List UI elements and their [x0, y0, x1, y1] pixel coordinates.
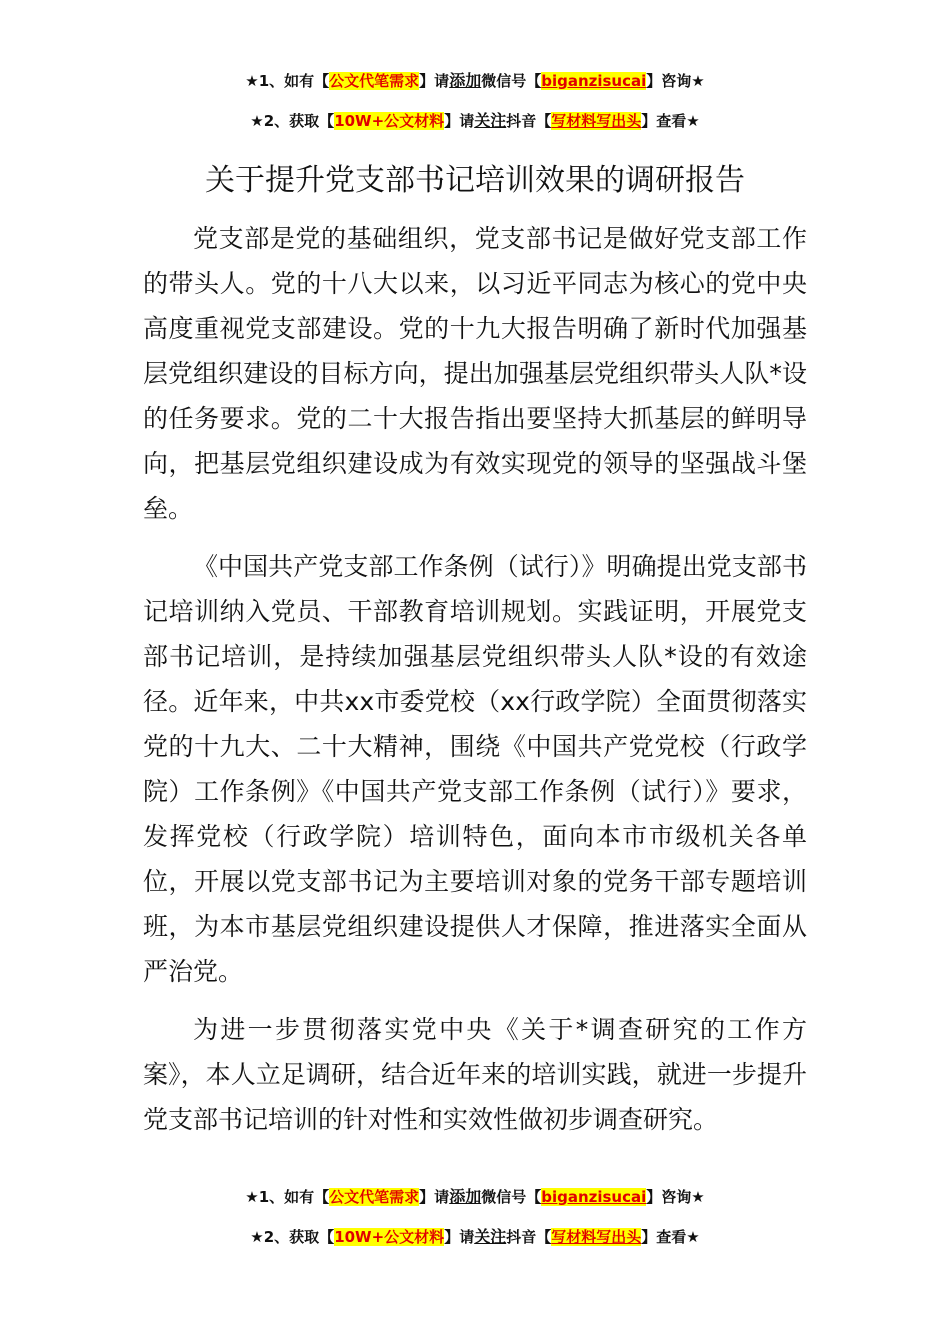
banner-line-2	[0, 1217, 950, 1257]
top-banner	[0, 61, 950, 141]
douyin-id-highlight: 写材料写出头	[551, 1228, 642, 1246]
paragraph-1: 党支部是党的基础组织，党支部书记是做好党支部工作的带头人。党的十八大以来，以习近平同志为核心的党中央高度重视党支部建设。党的十九大报告明确了新时代加强基层党组织建设的目标方向，提出加强基层党组织带头人队*设的任务要求。党的二十大报告指出要坚持大抓基层的鲜明导向，把基层党组织建设成为有效实现党的领导的坚强战斗堡垒。	[143, 224, 807, 523]
banner-text: 】咨询★	[646, 1188, 705, 1206]
banner-text: 抖音【	[506, 112, 552, 130]
banner-text: 抖音【	[506, 1228, 552, 1246]
paragraph-3: 为进一步贯彻落实党中央《关于*调查研究的工作方案》，本人立足调研，结合近年来的培训实践，就进一步提升党支部书记培训的针对性和实效性做初步调查研究。	[143, 1015, 807, 1134]
banner-highlight: 公文代笔需求	[329, 72, 420, 90]
banner-text: ★2、获取【	[250, 112, 335, 130]
paragraph-2: 《中国共产党支部工作条例（试行）》明确提出党支部书记培训纳入党员、干部教育培训规划。实践证明，开展党支部书记培训，是持续加强基层党组织带头人队*设的有效途径。近年来，中共xx市委党校（xx行政学院）全面贯彻落实党的十九大、二十大精神，围绕《中国共产党党校（行政学院）工作条例》《中国共产党支部工作条例（试行）》要求，发挥党校（行政学院）培训特色，面向本市市级机关各单位，开展以党支部书记为主要培训对象的党务干部专题培训班，为本市基层党组织建设提供人才保障，推进落实全面从严治党。	[143, 552, 807, 986]
banner-text: 】请	[419, 1188, 450, 1206]
banner-text: ★1、如有【	[245, 1188, 330, 1206]
banner-emphasis: 关注	[474, 111, 507, 130]
banner-line-1	[0, 1177, 950, 1217]
banner-text: 】查看★	[641, 1228, 700, 1246]
banner-text: 微信号【	[481, 1188, 542, 1206]
banner-highlight: 10W+公文材料	[334, 1228, 445, 1246]
banner-highlight: 公文代笔需求	[329, 1188, 420, 1206]
banner-text: 微信号【	[481, 72, 542, 90]
wechat-id-highlight: biganzisucai	[541, 1188, 647, 1206]
banner-line-1	[0, 61, 950, 101]
banner-emphasis: 添加	[449, 71, 482, 90]
banner-text: 】请	[444, 1228, 475, 1246]
banner-text: ★2、获取【	[250, 1228, 335, 1246]
document-title: 关于提升党支部书记培训效果的调研报告	[205, 163, 745, 198]
douyin-id-highlight: 写材料写出头	[551, 112, 642, 130]
banner-line-2	[0, 101, 950, 141]
banner-text: 】查看★	[641, 112, 700, 130]
document-body	[143, 216, 807, 1155]
banner-highlight: 10W+公文材料	[334, 112, 445, 130]
banner-text: 】咨询★	[646, 72, 705, 90]
banner-emphasis: 关注	[474, 1227, 507, 1246]
banner-text: 】请	[444, 112, 475, 130]
banner-text: ★1、如有【	[245, 72, 330, 90]
banner-emphasis: 添加	[449, 1187, 482, 1206]
wechat-id-highlight: biganzisucai	[541, 72, 647, 90]
bottom-banner	[0, 1177, 950, 1257]
banner-text: 】请	[419, 72, 450, 90]
